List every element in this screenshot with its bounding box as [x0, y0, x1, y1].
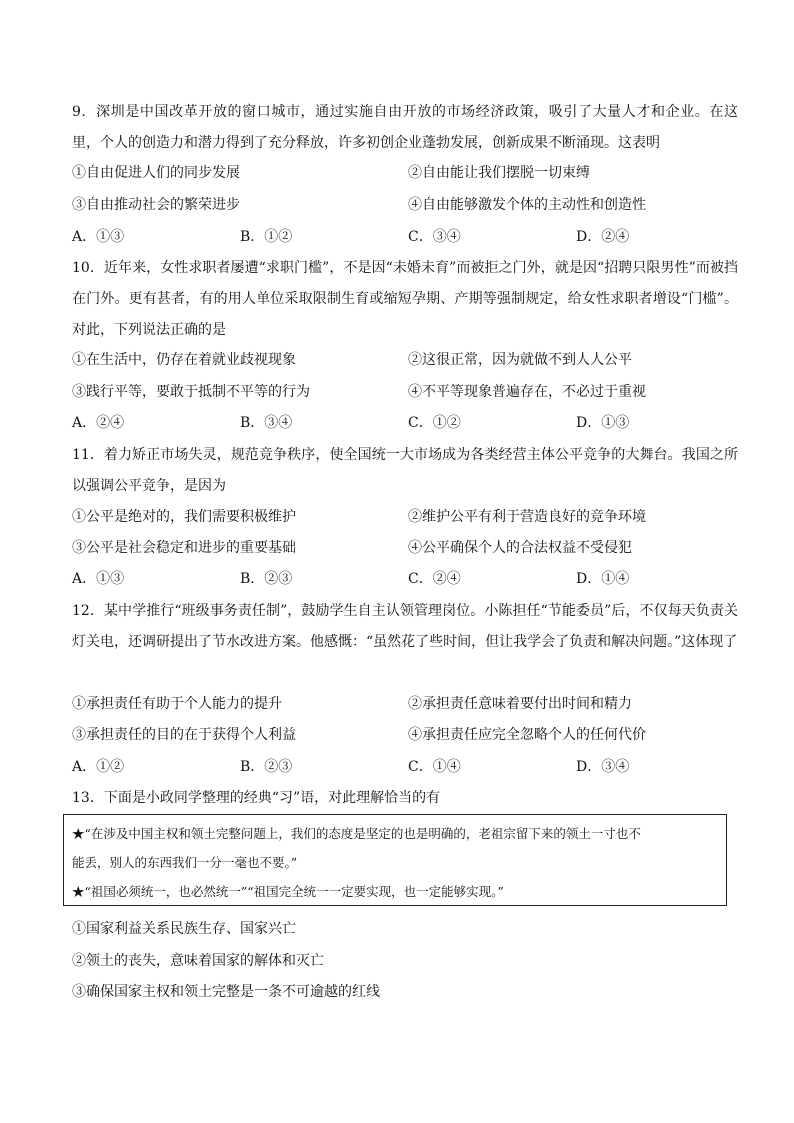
- question-9-option-3: ③自由推动社会的繁荣进步: [72, 197, 240, 213]
- question-10-stem: 10．近年来，女性求职者屡遭“求职门槛”，不是因“未婚未育”而被拒之门外，就是因“招聘只限男性”而被挡在门外。更有甚者，有的用人单位采取限制生育或缩短孕期、产期等强制规定，给女性求职者增设“门槛”。对此，下列说法正确的是: [72, 260, 738, 338]
- question-11-option-3: ③公平是社会稳定和进步的重要基础: [72, 540, 296, 556]
- question-12-option-4: ④承担责任应完全忽略个人的任何代价: [408, 727, 646, 743]
- question-10-option-3: ③践行平等，要敢于抵制不平等的行为: [72, 384, 310, 400]
- question-13-option-1: ①国家利益关系民族生存、国家兴亡: [72, 921, 296, 937]
- question-10-option-1: ①在生活中，仍存在着就业歧视现象: [72, 352, 296, 368]
- question-9-answer-a: A．①③: [72, 229, 125, 245]
- question-9-option-2: ②自由能让我们摆脱一切束缚: [408, 165, 590, 181]
- question-12-option-2: ②承担责任意味着要付出时间和精力: [408, 696, 632, 712]
- question-10-answer-b: B．③④: [240, 415, 293, 431]
- question-11-answer-d: D．①④: [576, 571, 630, 587]
- question-10-answer-a: A．②④: [72, 415, 125, 431]
- question-9-answer-b: B．①②: [240, 229, 293, 245]
- question-9-stem: 9．深圳是中国改革开放的窗口城市，通过实施自由开放的市场经济政策，吸引了大量人才和企业。在这里，个人的创造力和潜力得到了充分释放，许多初创企业蓬勃发展，创新成果不断涌现。这表明: [72, 104, 738, 151]
- question-13-stem: 13．下面是小政同学整理的经典“习”语，对此理解恰当的有: [72, 790, 441, 806]
- question-11-option-2: ②维护公平有利于营造良好的竞争环境: [408, 509, 646, 525]
- question-10-option-2: ②这很正常，因为就做不到人人公平: [408, 352, 632, 368]
- question-12-answer-a: A．①②: [72, 759, 125, 775]
- question-11-option-4: ④公平确保个人的合法权益不受侵犯: [408, 540, 632, 556]
- question-9-option-4: ④自由能够激发个体的主动性和创造性: [408, 197, 646, 213]
- quote-line-1: ★“在涉及中国主权和领土完整问题上，我们的态度是坚定的也是明确的，老祖宗留下来的领土一寸也不: [72, 826, 641, 841]
- question-12-answer-d: D．③④: [576, 759, 630, 775]
- question-11-stem: 11．着力矫正市场失灵，规范竞争秩序，使全国统一大市场成为各类经营主体公平竞争的大舞台。我国之所以强调公平竞争，是因为: [72, 447, 738, 494]
- question-11-option-1: ①公平是绝对的，我们需要积极维护: [72, 509, 296, 525]
- quote-line-2: 能丢，别人的东西我们一分一毫也不要。”: [72, 855, 298, 870]
- quote-line-3: ★“祖国必须统一，也必然统一”“祖国完全统一一定要实现，也一定能够实现。”: [72, 884, 504, 899]
- question-11-answer-b: B．②③: [240, 571, 293, 587]
- question-9-option-1: ①自由促进人们的同步发展: [72, 165, 240, 181]
- question-11-answer-c: C．②④: [408, 571, 461, 587]
- question-12-answer-b: B．②③: [240, 759, 293, 775]
- question-9-answer-d: D．②④: [576, 229, 630, 245]
- quote-box: [63, 814, 727, 906]
- question-11-answer-a: A．①③: [72, 571, 125, 587]
- question-12-stem: 12．某中学推行“班级事务责任制”，鼓励学生自主认领管理岗位。小陈担任“节能委员”后，不仅每天负责关灯关电，还调研提出了节水改进方案。他感慨：“虽然花了些时间，但让我学会了负责和解决问题。”这体现了: [72, 603, 738, 650]
- question-12-option-3: ③承担责任的目的在于获得个人利益: [72, 727, 296, 743]
- question-13-option-2: ②领土的丧失，意味着国家的解体和灭亡: [72, 953, 324, 969]
- question-9-answer-c: C．③④: [408, 229, 461, 245]
- question-10-answer-d: D．①③: [576, 415, 630, 431]
- question-10-answer-c: C．①②: [408, 415, 461, 431]
- question-12-answer-c: C．①④: [408, 759, 461, 775]
- question-10-option-4: ④不平等现象普遍存在，不必过于重视: [408, 384, 646, 400]
- question-12-option-1: ①承担责任有助于个人能力的提升: [72, 696, 282, 712]
- question-13-option-3: ③确保国家主权和领土完整是一条不可逾越的红线: [72, 984, 380, 1000]
